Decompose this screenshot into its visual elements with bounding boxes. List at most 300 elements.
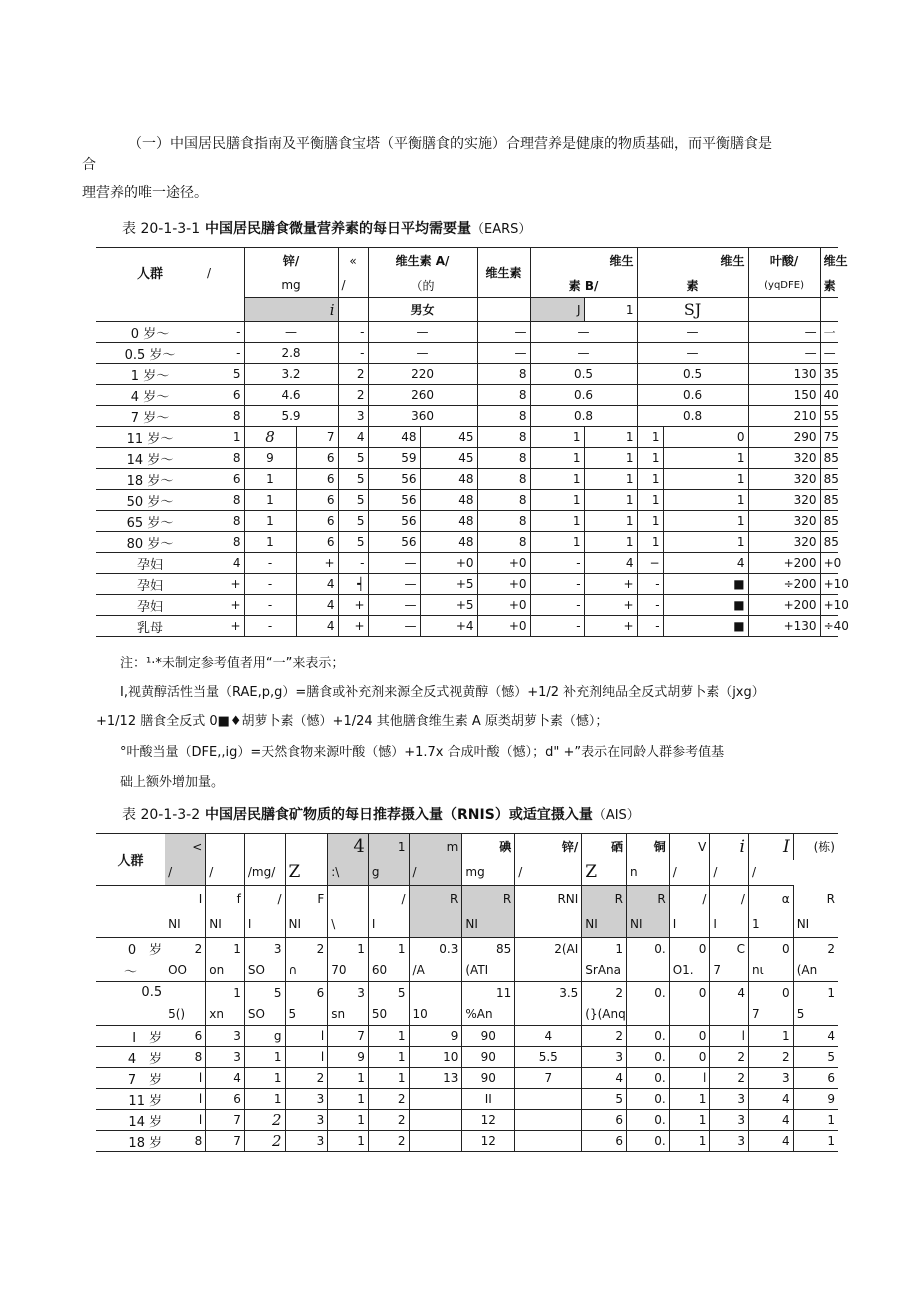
row-group: 0 岁～ [96, 322, 204, 343]
table1-h3-1: 男女 [368, 298, 477, 322]
table-cell: 1 [328, 1131, 369, 1152]
table-row [96, 1004, 838, 1026]
table-row [96, 532, 838, 553]
table-row [96, 511, 838, 532]
table-cell: 1 [663, 469, 748, 490]
table2-header-cell: I [669, 912, 710, 938]
table-cell: 1 [584, 427, 637, 448]
table-cell: 1 [368, 1026, 409, 1047]
table2-header-cell: NI [582, 912, 627, 938]
table-cell: 8 [204, 511, 244, 532]
table-cell: 50 [368, 1004, 409, 1026]
table-cell: 0. [627, 1047, 670, 1068]
table-cell: 2 [338, 364, 368, 385]
table-cell: - [244, 616, 296, 637]
table-cell: 0. [627, 1131, 670, 1152]
table1-h-7: 叶酸/ [748, 248, 820, 274]
table2-header-cell: 铜 [627, 834, 670, 860]
table-cell: 2 [368, 1089, 409, 1110]
table2-header-cell: / [368, 886, 409, 912]
table-cell: 11 [462, 982, 515, 1004]
table2-header-cell: f [206, 886, 245, 912]
table-cell: nι [748, 960, 793, 982]
table-row [96, 1047, 838, 1068]
table2-header-cell: (栋) [793, 834, 838, 860]
table-row [96, 574, 838, 595]
table-cell: O1. [669, 960, 710, 982]
note-3: +1/12 膳食全反式 0■♦胡萝卜素（憾）+1/24 其他膳食维生素 A 原类胡萝卜素（憾）； [96, 714, 609, 729]
table-cell: +0 [477, 616, 530, 637]
table-cell: %An [462, 1004, 515, 1026]
table-cell: g [244, 1026, 285, 1047]
row-group: 0 岁 [127, 943, 163, 959]
table-cell: 220 [368, 364, 477, 385]
table-cell: 320 [748, 490, 820, 511]
table-cell: + [338, 616, 368, 637]
table1-caption-sub: （EARS） [471, 222, 532, 237]
table2-header-cell: g [368, 860, 409, 886]
row-group: 孕妇 [96, 574, 204, 595]
table-cell: 1 [244, 1089, 285, 1110]
table-cell: 1 [328, 1110, 369, 1131]
table-cell: — [368, 574, 420, 595]
table-cell: 60 [368, 960, 409, 982]
table-cell: — [637, 343, 748, 364]
table1-h2-2: （的 [368, 274, 477, 298]
table-cell: 0.6 [637, 385, 748, 406]
table-cell: — [368, 616, 420, 637]
table2-header-cell [515, 912, 582, 938]
table2-header-cell: /mg/ [244, 860, 285, 886]
table1-body-simple [96, 322, 838, 427]
table-cell: 290 [748, 427, 820, 448]
table1-h-6: 维生 [637, 248, 748, 274]
table2-header-cell: NI [206, 912, 245, 938]
table-cell: 1 [584, 490, 637, 511]
table-cell: + [204, 574, 244, 595]
table-cell: — [637, 322, 748, 343]
table-cell [515, 1110, 582, 1131]
table2 [96, 833, 838, 1152]
table-cell: 0. [627, 938, 670, 960]
table-row [96, 960, 838, 982]
table1-h3-blank-a [204, 298, 244, 322]
table-cell: 1 [244, 511, 296, 532]
table-cell: - [637, 616, 663, 637]
table-cell: 12 [462, 1131, 515, 1152]
table-cell: 4 [515, 1026, 582, 1047]
table2-header-cell: 1 [748, 912, 793, 938]
table-cell: /A [409, 960, 462, 982]
table-row [96, 490, 838, 511]
table-cell: l [285, 1047, 328, 1068]
table-cell: + [584, 595, 637, 616]
table2-header-cell [409, 912, 462, 938]
table-cell: 2 [827, 941, 835, 956]
table-cell: 85 [820, 490, 838, 511]
table-cell: 56 [368, 532, 420, 553]
table-cell: 5 [338, 532, 368, 553]
table1-h3-blank-c [477, 298, 530, 322]
table-cell: 85 [820, 448, 838, 469]
table-cell: +200 [748, 595, 820, 616]
table2-header-cell: / [165, 860, 206, 886]
table-cell: 2 [285, 1068, 328, 1089]
table-cell: 4 [296, 595, 338, 616]
row-group: 80 岁～ [96, 532, 204, 553]
table-cell: +0 [420, 553, 477, 574]
table-cell: C [710, 938, 749, 960]
table-cell: SrAna [582, 960, 627, 982]
table-row [96, 385, 838, 406]
table-cell: 4 [710, 982, 749, 1004]
table-cell: 4 [204, 553, 244, 574]
table2-header-cell: 锌/ [515, 834, 582, 860]
table-cell: ÷200 [748, 574, 820, 595]
table-cell: 8 [204, 490, 244, 511]
table-cell: 7 [296, 427, 338, 448]
table-cell: 1 [328, 938, 369, 960]
table1-h3-blank-b [338, 298, 368, 322]
table-cell: — [477, 343, 530, 364]
table-cell: 2 [368, 1110, 409, 1131]
table-cell: 5 [338, 511, 368, 532]
table2-header-cell: / [710, 886, 749, 912]
table-cell: 1 [368, 1068, 409, 1089]
table-row [96, 343, 838, 364]
row-group: 4 岁 [96, 1047, 165, 1068]
table-cell: 85 [462, 938, 515, 960]
table-cell: (}(Anq [582, 1004, 627, 1026]
table2-header-cell [328, 886, 369, 912]
table-row [96, 1110, 838, 1131]
table-cell: 90 [462, 1026, 515, 1047]
table-row [96, 595, 838, 616]
table-cell: - [530, 574, 584, 595]
table-cell: 5 [793, 1047, 838, 1068]
table-cell: +0 [820, 553, 838, 574]
table1-h2-1: / [338, 274, 368, 298]
row-group: 4 岁～ [96, 385, 204, 406]
table-cell: 1 [793, 1110, 838, 1131]
table-cell: 5 [338, 469, 368, 490]
table-cell: + [204, 616, 244, 637]
table-cell: 48 [420, 469, 477, 490]
table2-header-cell: / [669, 886, 710, 912]
table-cell: 0.8 [637, 406, 748, 427]
table2-header-cell: I [244, 912, 285, 938]
table-cell: 3.2 [244, 364, 338, 385]
table-cell: (ATI [462, 960, 515, 982]
table2-header-cell: α [748, 886, 793, 912]
table-cell [515, 1131, 582, 1152]
table-cell: - [637, 595, 663, 616]
table-cell: 3 [748, 1068, 793, 1089]
row-group: 65 岁～ [96, 511, 204, 532]
table-cell: + [338, 595, 368, 616]
row-group: 孕妇 [96, 595, 204, 616]
table-cell: 2 [244, 1110, 285, 1131]
table-cell: 7 [328, 1026, 369, 1047]
table2-header-cell: NI [285, 912, 328, 938]
table-cell: 0.5 [530, 364, 637, 385]
table-cell: ∩ [285, 960, 328, 982]
table-cell: l [165, 1068, 206, 1089]
table-cell: 4 [663, 553, 748, 574]
table-cell: 260 [368, 385, 477, 406]
table2-header-cell: n [627, 860, 670, 886]
note-4: °叶酸当量（DFE,,ig）=天然食物来源叶酸（憾）+1.7x 合成叶酸（憾）；d" +”表示在同龄人群参考值基 [120, 745, 725, 760]
table-cell: 12 [462, 1110, 515, 1131]
table2-header-cell: mg [462, 860, 515, 886]
table2-header-row [96, 912, 838, 938]
table2-group-blank [96, 886, 165, 938]
table-cell: +4 [420, 616, 477, 637]
table-cell: 13 [409, 1068, 462, 1089]
row-group: 14 岁 [96, 1110, 165, 1131]
table2-header-cell: 硒 [582, 834, 627, 860]
table2-header-cell: RNI [515, 886, 582, 912]
table-row [96, 1131, 838, 1152]
table-cell: - [204, 322, 244, 343]
table-cell: — [244, 322, 338, 343]
table-cell: 4 [748, 1110, 793, 1131]
table-cell: 5 [285, 1004, 328, 1026]
table2-header-cell: / [244, 886, 285, 912]
table-cell: 1 [669, 1110, 710, 1131]
table-cell: 8 [477, 532, 530, 553]
table-cell: 6 [296, 532, 338, 553]
row-group: 14 岁～ [96, 448, 204, 469]
table-cell: 48 [420, 490, 477, 511]
table2-header-cell: / [515, 860, 582, 886]
table-cell [409, 1089, 462, 1110]
table-cell: 1 [530, 490, 584, 511]
row-group: 11 岁～ [96, 427, 204, 448]
table-cell: 1 [669, 1131, 710, 1152]
table-cell: l [285, 1026, 328, 1047]
table-cell: 7 [206, 1110, 245, 1131]
table1-h3-3: 1 [584, 298, 637, 322]
table-cell: 3 [206, 1047, 245, 1068]
table-cell: II [462, 1089, 515, 1110]
table-cell: 5.9 [244, 406, 338, 427]
table-cell: 35 [820, 364, 838, 385]
table-row [96, 427, 838, 448]
table-cell: 3 [285, 1110, 328, 1131]
note-5: 础上额外增加量。 [120, 775, 225, 790]
table-cell: 4 [582, 1068, 627, 1089]
table-cell: 0.6 [530, 385, 637, 406]
table-cell: 8 [477, 364, 530, 385]
table-cell: 90 [462, 1068, 515, 1089]
table-cell: 1 [827, 985, 835, 1000]
table-cell [627, 1004, 670, 1026]
table-cell: 2 [710, 1047, 749, 1068]
row-group: 0.5 [141, 985, 163, 1001]
table2-header-cell: I [710, 912, 749, 938]
table-cell: - [530, 616, 584, 637]
table-cell: 8 [204, 448, 244, 469]
table2-header-cell: < [165, 834, 206, 860]
intro-line-3: 理营养的唯一途径。 [82, 185, 208, 201]
table-cell: 56 [368, 511, 420, 532]
table-cell: 8 [477, 469, 530, 490]
table-cell: 1 [663, 448, 748, 469]
table-cell: 85 [820, 532, 838, 553]
table-cell: — [530, 322, 637, 343]
table-cell: — [477, 322, 530, 343]
table-cell: — [368, 595, 420, 616]
table1-h-3: 维生素 A/ [368, 248, 477, 274]
table-cell: 8 [477, 427, 530, 448]
table-cell: - [338, 343, 368, 364]
table-cell: 320 [748, 469, 820, 490]
table2-header-cell [285, 834, 328, 860]
table-cell: 3 [328, 982, 369, 1004]
table-cell: + [584, 616, 637, 637]
table2-body [96, 938, 838, 1152]
table-cell: sn [328, 1004, 369, 1026]
table-cell: 2 [582, 1026, 627, 1047]
table-cell: +130 [748, 616, 820, 637]
table-cell: 1 [637, 448, 663, 469]
table-cell: 1 [637, 511, 663, 532]
table-cell: 1 [584, 448, 637, 469]
table-cell: - [530, 595, 584, 616]
table-cell: — [820, 343, 838, 364]
table-row [96, 938, 838, 960]
table2-header [96, 834, 838, 938]
table-cell: 1 [663, 511, 748, 532]
table-cell [710, 1004, 749, 1026]
table-cell: 1 [793, 1131, 838, 1152]
table-cell: l [710, 1026, 749, 1047]
table2-header-cell: R [409, 886, 462, 912]
table-cell: — [368, 553, 420, 574]
table-cell: 2(AI [515, 938, 582, 960]
table2-header-cell: / [206, 860, 245, 886]
table-cell: 1 [530, 448, 584, 469]
table-cell: 5() [165, 1004, 206, 1026]
table-cell: 1 [204, 427, 244, 448]
table-cell: 2 [285, 938, 328, 960]
table-cell: 6 [793, 1068, 838, 1089]
table-cell: 1 [530, 532, 584, 553]
table-cell: 1 [206, 982, 245, 1004]
table-cell: 8 [477, 406, 530, 427]
row-group: 7 岁 [96, 1068, 165, 1089]
table-cell: 6 [204, 385, 244, 406]
table-cell: 40 [820, 385, 838, 406]
table-cell: 4 [338, 427, 368, 448]
table1-h3-blank-d [748, 298, 820, 322]
table-cell [409, 1110, 462, 1131]
table-cell: 2 [710, 1068, 749, 1089]
table1-h3-empty [96, 298, 204, 322]
table-cell: 2.8 [244, 343, 338, 364]
table-cell: 7 [710, 960, 749, 982]
table-cell: xn [206, 1004, 245, 1026]
table-cell: SO [244, 960, 285, 982]
table-cell [515, 1004, 582, 1026]
table1-h2-0: mg [244, 274, 338, 298]
table2-header-cell: :\ [328, 860, 369, 886]
table-cell: +5 [420, 595, 477, 616]
table-cell [409, 1131, 462, 1152]
table-cell: +10 [820, 574, 838, 595]
table2-header-row [96, 886, 838, 912]
table-row [96, 406, 838, 427]
table-cell: + [296, 553, 338, 574]
table-cell: 6 [204, 469, 244, 490]
table1-h3-4: SJ [637, 298, 748, 322]
table-cell: 2 [748, 1047, 793, 1068]
table-cell: 5 [204, 364, 244, 385]
row-group: 0.5 岁～ [96, 343, 204, 364]
table2-header-cell: R [462, 886, 515, 912]
table-cell: - [244, 574, 296, 595]
row-group: 50 岁～ [96, 490, 204, 511]
table-cell: 48 [420, 511, 477, 532]
note-2: I,视黄醇活性当量（RAE,p,g）=膳食或补充剂来源全反式视黄醇（憾）+1/2 补充剂纯品全反式胡萝卜素（jxg） [120, 685, 765, 700]
table-cell: 85 [820, 469, 838, 490]
note-1: 注：¹·*未制定参考值者用“一”来表示； [120, 656, 345, 671]
table-cell: 2 [165, 938, 206, 960]
table-cell: 8 [477, 490, 530, 511]
table-cell: 4 [206, 1068, 245, 1089]
table-row [96, 322, 838, 343]
table-cell: OO [165, 960, 206, 982]
row-group: 1 岁～ [96, 364, 204, 385]
table2-header-cell [206, 834, 245, 860]
table2-header-cell: / [710, 860, 749, 886]
table-cell: 10 [409, 1047, 462, 1068]
table2-header-cell: I [368, 912, 409, 938]
table2-header-cell: R [826, 891, 835, 906]
table-cell: 0. [627, 1026, 670, 1047]
table1-h3-blank-e [820, 298, 838, 322]
table2-header-cell: 1 [368, 834, 409, 860]
table1-caption [122, 218, 531, 238]
row-group: 乳母 [96, 616, 204, 637]
table-cell: 85 [820, 511, 838, 532]
table-cell: 0. [627, 1068, 670, 1089]
table-cell: 3 [710, 1110, 749, 1131]
table-cell: 0 [669, 982, 710, 1004]
table-cell: 0. [627, 1089, 670, 1110]
table2-header-cell: / [409, 860, 462, 886]
table-cell: 2 [582, 982, 627, 1004]
table-cell: 9 [328, 1047, 369, 1068]
table-cell: 150 [748, 385, 820, 406]
table-cell [409, 982, 462, 1004]
table-cell: +0 [477, 574, 530, 595]
intro-line-1: （一）中国居民膳食指南及平衡膳食宝塔（平衡膳食的实施）合理营养是健康的物质基础，而平衡膳食是 [128, 136, 772, 152]
table-cell: — [748, 322, 820, 343]
table-row [96, 982, 838, 1004]
table-cell: 9 [793, 1089, 838, 1110]
table-cell: 0 [748, 982, 793, 1004]
table-cell: 5 [244, 982, 285, 1004]
table2-header-cell: NI [462, 912, 515, 938]
table-cell: 1 [584, 532, 637, 553]
table-cell: 8 [165, 1047, 206, 1068]
table2-header-cell: NI [793, 912, 838, 938]
table-cell: 320 [748, 511, 820, 532]
table-cell: 5 [793, 1004, 838, 1026]
table-cell: - [338, 322, 368, 343]
